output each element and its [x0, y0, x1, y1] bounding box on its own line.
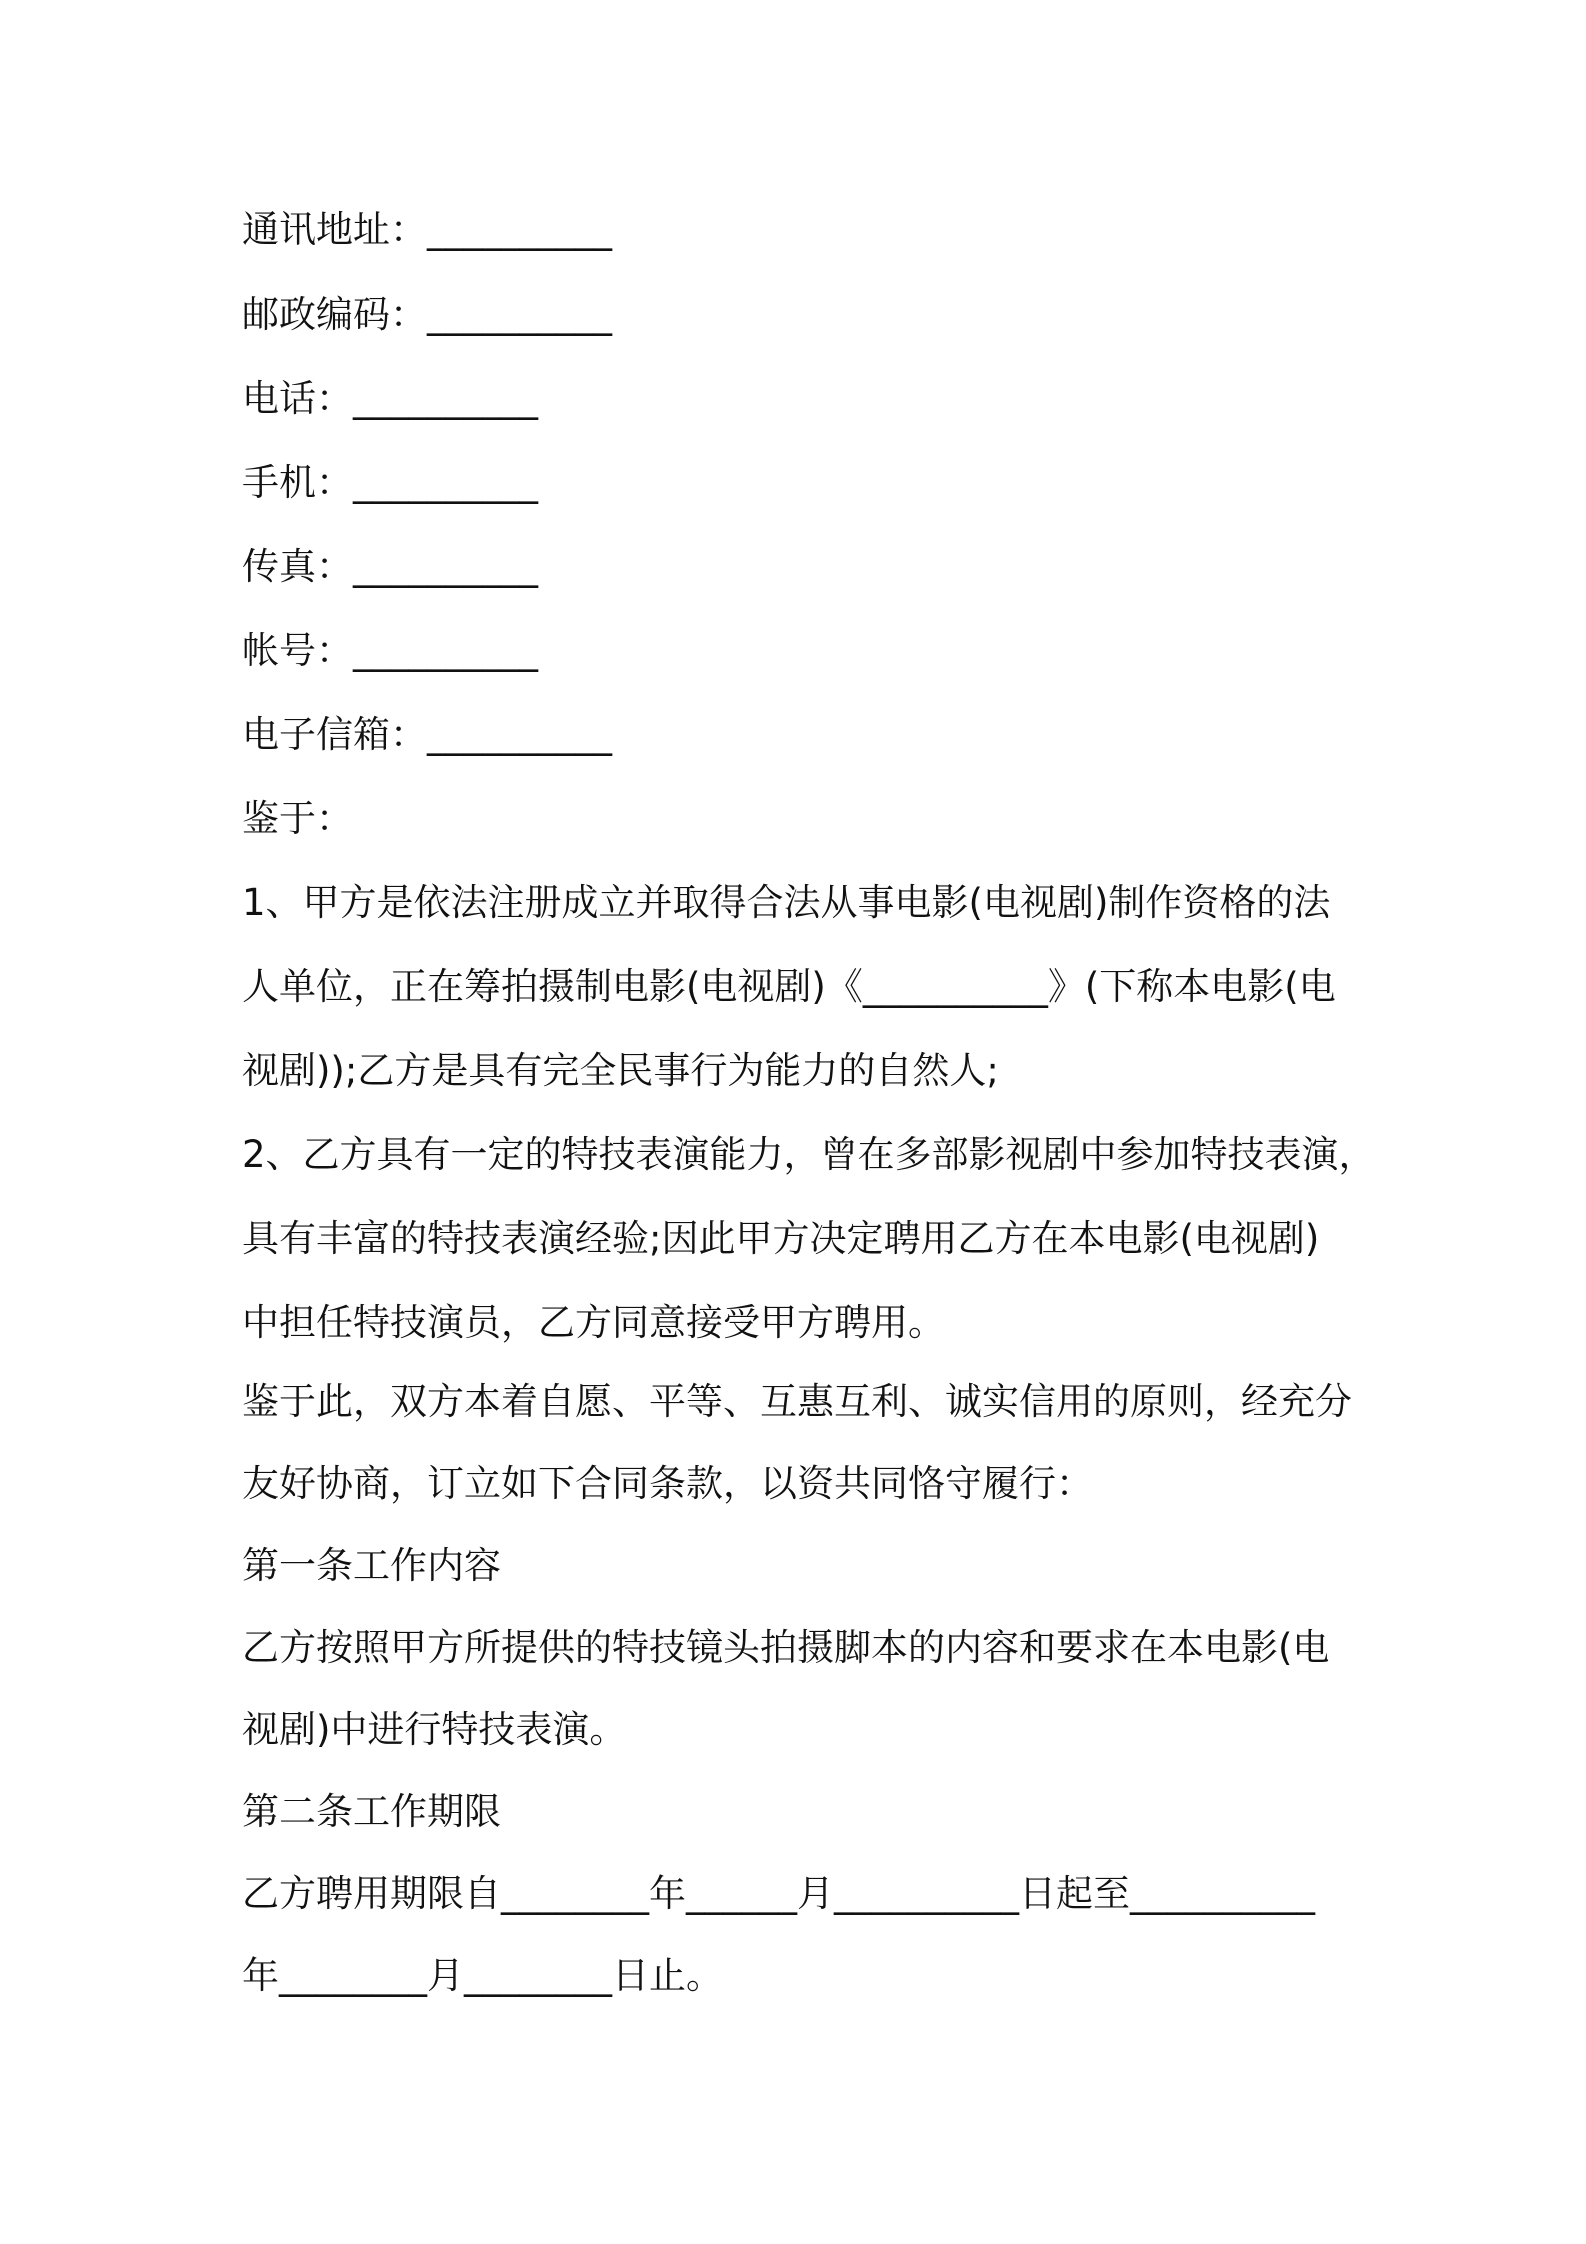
article1-body-line: 视剧)中进行特技表演。 — [242, 1708, 627, 1751]
field-blank: __________ — [353, 629, 538, 672]
field-label: 帐号： — [242, 629, 353, 672]
clause2-line: 具有丰富的特技表演经验;因此甲方决定聘用乙方在本电影(电视剧) — [242, 1217, 1320, 1260]
field-blank: __________ — [353, 545, 538, 588]
field-fax — [242, 537, 538, 597]
field-label: 电子信箱： — [242, 713, 427, 756]
clause1-line: 视剧));乙方是具有完全民事行为能力的自然人; — [242, 1049, 999, 1092]
clause2-line: 中担任特技演员，乙方同意接受甲方聘用。 — [242, 1301, 945, 1344]
field-phone — [242, 369, 538, 429]
article1-body-line: 乙方按照甲方所提供的特技镜头拍摄脚本的内容和要求在本电影(电 — [242, 1626, 1330, 1669]
article2-body-line: 乙方聘用期限自________年______月__________日起至__________ — [242, 1872, 1315, 1915]
agreement-line: 鉴于此，双方本着自愿、平等、互惠互利、诚实信用的原则，经充分 — [242, 1380, 1352, 1423]
field-blank: __________ — [427, 713, 612, 756]
field-label: 电话： — [242, 377, 353, 420]
field-blank: __________ — [353, 461, 538, 504]
clause1-line: 人单位，正在筹拍摄制电影(电视剧)《__________》(下称本电影(电 — [242, 965, 1336, 1008]
field-address — [242, 200, 612, 260]
field-label: 手机： — [242, 461, 353, 504]
article1-title: 第一条工作内容 — [242, 1544, 501, 1587]
field-blank: __________ — [427, 208, 612, 251]
field-label: 传真： — [242, 545, 353, 588]
field-blank: __________ — [427, 293, 612, 336]
whereas-heading: 鉴于： — [242, 797, 353, 840]
field-email — [242, 705, 612, 765]
field-label: 通讯地址： — [242, 208, 427, 251]
article2-body-line: 年________月________日止。 — [242, 1954, 723, 1997]
field-postcode — [242, 285, 612, 345]
field-blank: __________ — [353, 377, 538, 420]
clause2-line: 2、乙方具有一定的特技表演能力，曾在多部影视剧中参加特技表演， — [242, 1133, 1376, 1176]
agreement-line: 友好协商，订立如下合同条款，以资共同恪守履行： — [242, 1462, 1093, 1505]
article2-title: 第二条工作期限 — [242, 1790, 501, 1833]
clause1-line: 1、甲方是依法注册成立并取得合法从事电影(电视剧)制作资格的法 — [242, 881, 1331, 924]
field-mobile — [242, 453, 538, 513]
field-label: 邮政编码： — [242, 293, 427, 336]
field-account — [242, 621, 538, 681]
